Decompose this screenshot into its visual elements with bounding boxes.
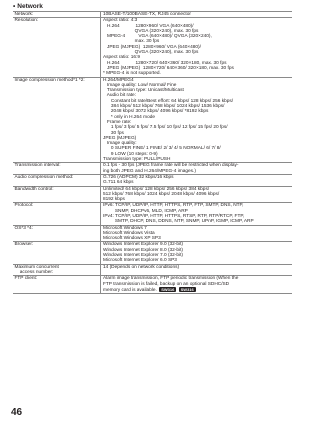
spec-value — [100, 174, 292, 186]
spec-value-line: Windows Internet Explorer 7.0 (32-bit) — [103, 253, 183, 259]
spec-value — [100, 242, 292, 264]
spec-label: Maximum concurrent access number: — [13, 264, 100, 276]
spec-value — [100, 276, 292, 294]
spec-row — [13, 264, 292, 276]
spec-value-line: MPEG-4 VGA (640×480)/ QVGA (320×240), — [103, 34, 212, 40]
spec-value — [100, 264, 292, 276]
spec-value-line: 14 (Depends on network conditions) — [103, 264, 180, 270]
spec-value-line: JPEG (MJPEG) 1280×960/ VGA (640×480)/ — [103, 44, 201, 50]
spec-value-line: IPv4: TCP/IP, UDP/IP, HTTP, HTTPS, RTSP, RTP, RTP/RTCP, FTP, — [103, 213, 245, 219]
model-badge: SW316 — [161, 286, 175, 292]
spec-row — [13, 18, 292, 56]
spec-value — [100, 55, 292, 77]
spec-row — [13, 203, 292, 225]
spec-value-line: Unlimited/ 64 kbps/ 128 kbps/ 256 kbps/ 384 kbps/ — [103, 186, 210, 192]
spec-row — [13, 174, 292, 186]
spec-value-line: H.264 1280×720/ 640×360/ 320×180, max. 30 fps — [103, 60, 227, 66]
spec-value-line: 8192 kbps — [103, 197, 125, 203]
spec-label: Audio compression method: — [13, 174, 100, 186]
spec-value-line: 2048 kbps/ 3072 kbps/ 4096 kbps/ *8192 kbps — [103, 109, 209, 115]
spec-value-line: G.726 (ADPCM) 32 kbps/16 kbps — [103, 174, 174, 180]
spec-value-line: Aspect ratio: 4:3 — [103, 18, 138, 24]
spec-value-line: IPv6: TCP/IP, UDP/IP, HTTP, HTTPS, RTP, FTP, SMTP, DNS, NTP, — [103, 203, 244, 209]
bullet: • — [13, 3, 16, 10]
spec-value-line: Transmission type: PULL/PUSH — [103, 157, 171, 163]
spec-value-line: Microsoft Windows XP SP3 — [103, 236, 161, 242]
spec-value — [100, 77, 292, 163]
section-title: Network — [17, 3, 43, 10]
spec-value-line: 0.1 fps - 30 fps (JPEG frame rate will be restricted when display- — [103, 163, 239, 169]
spec-label — [13, 55, 100, 77]
spec-value-line: G.711 64 kbps — [103, 180, 134, 186]
spec-label: OS*3 *4: — [13, 225, 100, 242]
spec-value-line: 0 SUPER FINE/ 1 FINE/ 2/ 3/ 4/ 5 NORMAL/ 6/ 7/ 8/ — [103, 146, 221, 152]
spec-value-line: 384 kbps/ 512 kbps/ 768 kbps/ 1024 kbps/ 1536 kbps/ — [103, 104, 225, 110]
section-heading — [13, 3, 43, 10]
spec-table — [13, 11, 292, 294]
spec-label: Browser: — [13, 242, 100, 264]
spec-value-line: Alarm image transmission, FTP periodic transmission (When the — [103, 276, 239, 282]
spec-label: Resolution: — [13, 18, 100, 56]
page-number: 46 — [11, 407, 23, 418]
spec-value-line: Microsoft Windows 7 — [103, 225, 147, 231]
spec-label: Bandwidth control: — [13, 186, 100, 203]
spec-row — [13, 186, 292, 203]
spec-row — [13, 163, 292, 175]
spec-value-line: Audio bit rate: — [103, 93, 137, 99]
spec-row — [13, 55, 292, 77]
spec-value-line: 30 fps — [103, 130, 124, 136]
spec-label: Network: — [13, 12, 100, 18]
spec-value-line: Image quality: Low/ Normal/ Fine — [103, 82, 177, 88]
spec-row — [13, 77, 292, 163]
spec-label: FTP client: — [13, 276, 100, 294]
spec-value — [100, 18, 292, 56]
spec-row — [13, 242, 292, 264]
spec-row — [13, 225, 292, 242]
spec-label: Transmission interval: — [13, 163, 100, 175]
spec-value-line: * only in H.264 mode — [103, 114, 156, 120]
spec-value-line: Aspect ratio: 16:9 — [103, 55, 140, 61]
spec-value-line: 9 LOW (10 steps: 0-9) — [103, 151, 158, 157]
spec-value — [100, 225, 292, 242]
spec-value-line: Windows Internet Explorer 8.0 (32-bit) — [103, 247, 183, 253]
spec-value — [100, 163, 292, 175]
spec-value-line: JPEG (MJPEG) — [103, 135, 137, 141]
spec-value-line: QVGA (320×240), max. 30 fps — [103, 50, 199, 56]
spec-label: Protocol: — [13, 203, 100, 225]
spec-value-line: 512 kbps/ 768 kbps/ 1024 kbps/ 2048 kbps/ 4096 kbps/ — [103, 191, 220, 197]
spec-value-line: QVGA (320×240), max. 30 fps — [103, 28, 199, 34]
spec-label: Image compression method*1 *2: — [13, 77, 100, 163]
spec-table-body — [13, 12, 292, 294]
spec-value-line: Windows Internet Explorer 9.0 (32-bit) — [103, 242, 183, 248]
spec-value-line: FTP transmission is failed, backup on an optional SDHC/SD — [103, 281, 230, 287]
spec-value-line: 1 fps/ 3 fps/ 5 fps/ 7.5 fps/ 10 fps/ 12 fps/ 15 fps/ 20 fps/ — [103, 125, 228, 131]
spec-value-line: Transmission type: Unicast/Multicast — [103, 88, 184, 94]
spec-value-line: * MPEG-4 is not supported. — [103, 71, 161, 77]
spec-value-line: Frame rate: — [103, 119, 132, 125]
spec-row — [13, 276, 292, 294]
spec-value — [100, 186, 292, 203]
spec-value-line: H.264/MPEG4 — [103, 77, 134, 83]
spec-value-line: Image quality: — [103, 141, 137, 147]
spec-value-line: Microsoft Windows Vista — [103, 230, 155, 236]
spec-value-line: max. 30 fps — [103, 39, 160, 45]
spec-value-line: Microsoft Internet Explorer 6.0 SP3 — [103, 258, 177, 264]
spec-value-line: Constant bit rate/Best effort: 64 kbps/ 128 kbps/ 256 kbps/ — [103, 98, 234, 104]
spec-value-line: JPEG (MJPEG) 1280×720/ 640×360/ 320×180, max. 30 fps — [103, 65, 234, 71]
model-badge: SW316 — [180, 286, 194, 292]
spec-value-line: H.264 1280×960/ VGA (640×480)/ — [103, 23, 194, 29]
spec-value-line: memory card is available. SW316 SW316 — [103, 286, 194, 293]
spec-value — [100, 203, 292, 225]
spec-value-line: SNMP, DHCPv6, MLD, ICMP, ARP — [103, 208, 188, 214]
spec-value-line: ing both JPEG and H.264/MPEG-4 images.) — [103, 168, 196, 174]
spec-value-line: 10BASE-T/100BASE-TX, RJ45 connector — [103, 12, 191, 17]
spec-value-line: SMTP, DHCP, DNS, DDNS, NTP, SNMP, UPnP, IGMP, ICMP, ARP — [103, 219, 254, 225]
